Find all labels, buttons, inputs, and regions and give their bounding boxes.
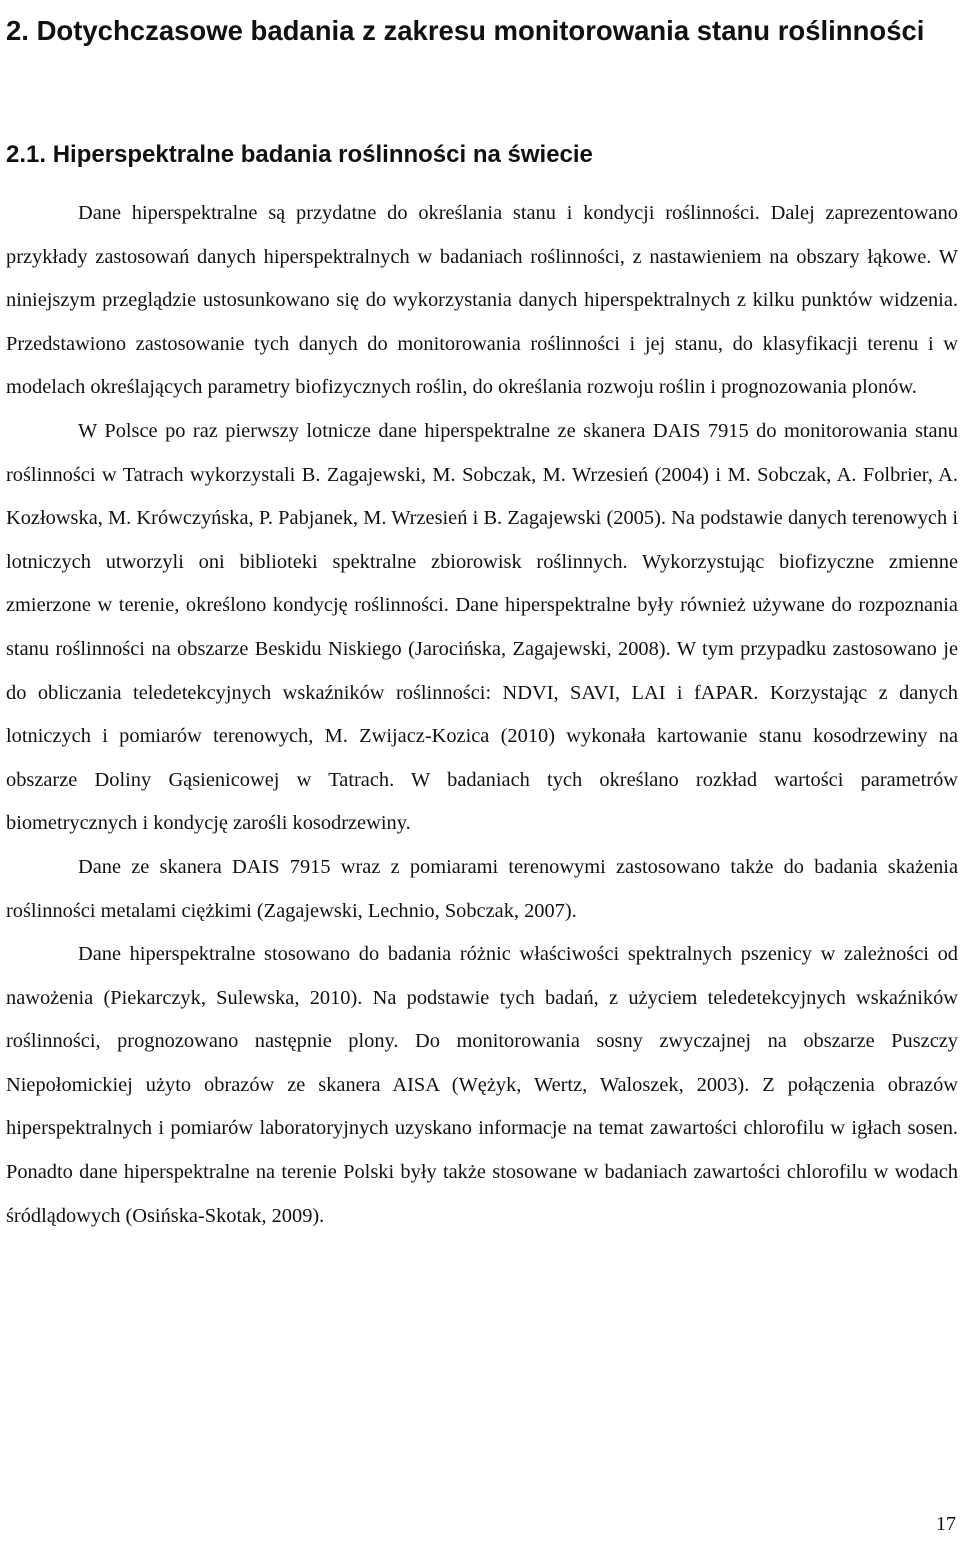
chapter-heading: 2. Dotychczasowe badania z zakresu monitorowania stanu roślinności	[6, 15, 925, 46]
paragraph: Dane hiperspektralne stosowano do badania różnic właściwości spektralnych pszenicy w zależności od nawożenia (Piekarczyk, Sulewska, 2010). Na podstawie tych badań, z użyciem teledetekcyjnych wskaźników roślinności, prognozowano następnie plony. Do monitorowania sosny zwyczajnej na obszarze Puszczy Niepołomickiej użyto obrazów ze skanera AISA (Wężyk, Wertz, Waloszek, 2003). Z połączenia obrazów hiperspektralnych i pomiarów laboratoryjnych uzyskano informacje na temat zawartości chlorofilu w igłach sosen. Ponadto dane hiperspektralne na terenie Polski były także stosowane w badaniach zawartości chlorofilu w wodach śródlądowych (Osińska-Skotak, 2009).	[6, 943, 958, 1227]
body-text	[6, 192, 958, 1238]
section-heading: 2.1. Hiperspektralne badania roślinności na świecie	[6, 141, 593, 168]
paragraph: Dane hiperspektralne są przydatne do określania stanu i kondycji roślinności. Dalej zaprezentowano przykłady zastosowań danych hiperspektralnych w badaniach roślinności, z nastawieniem na obszary łąkowe. W niniejszym przeglądzie ustosunkowano się do wykorzystania danych hiperspektralnych z kilku punktów widzenia. Przedstawiono zastosowanie tych danych do monitorowania roślinności i jej stanu, do klasyfikacji terenu i w modelach określających parametry biofizycznych roślin, do określania rozwoju roślin i prognozowania plonów.	[6, 202, 958, 399]
paragraph: Dane ze skanera DAIS 7915 wraz z pomiarami terenowymi zastosowano także do badania skażenia roślinności metalami ciężkimi (Zagajewski, Lechnio, Sobczak, 2007).	[6, 855, 958, 922]
paragraph: W Polsce po raz pierwszy lotnicze dane hiperspektralne ze skanera DAIS 7915 do monitorowania stanu roślinności w Tatrach wykorzystali B. Zagajewski, M. Sobczak, M. Wrzesień (2004) i M. Sobczak, A. Folbrier, A. Kozłowska, M. Krówczyńska, P. Pabjanek, M. Wrzesień i B. Zagajewski (2005). Na podstawie danych terenowych i lotniczych utworzyli oni biblioteki spektralne zbiorowisk roślinnych. Wykorzystując biofizyczne zmienne zmierzone w terenie, określono kondycję roślinności. Dane hiperspektralne były również używane do rozpoznania stanu roślinności na obszarze Beskidu Niskiego (Jarocińska, Zagajewski, 2008). W tym przypadku zastosowano je do obliczania teledetekcyjnych wskaźników roślinności: NDVI, SAVI, LAI i fAPAR. Korzystając z danych lotniczych i pomiarów terenowych, M. Zwijacz-Kozica (2010) wykonała kartowanie stanu kosodrzewiny na obszarze Doliny Gąsienicowej w Tatrach. W badaniach tych określano rozkład wartości parametrów biometrycznych i kondycję zarośli kosodrzewiny.	[6, 419, 958, 835]
document-page	[6, 0, 958, 1543]
page-number: 17	[936, 1513, 956, 1535]
